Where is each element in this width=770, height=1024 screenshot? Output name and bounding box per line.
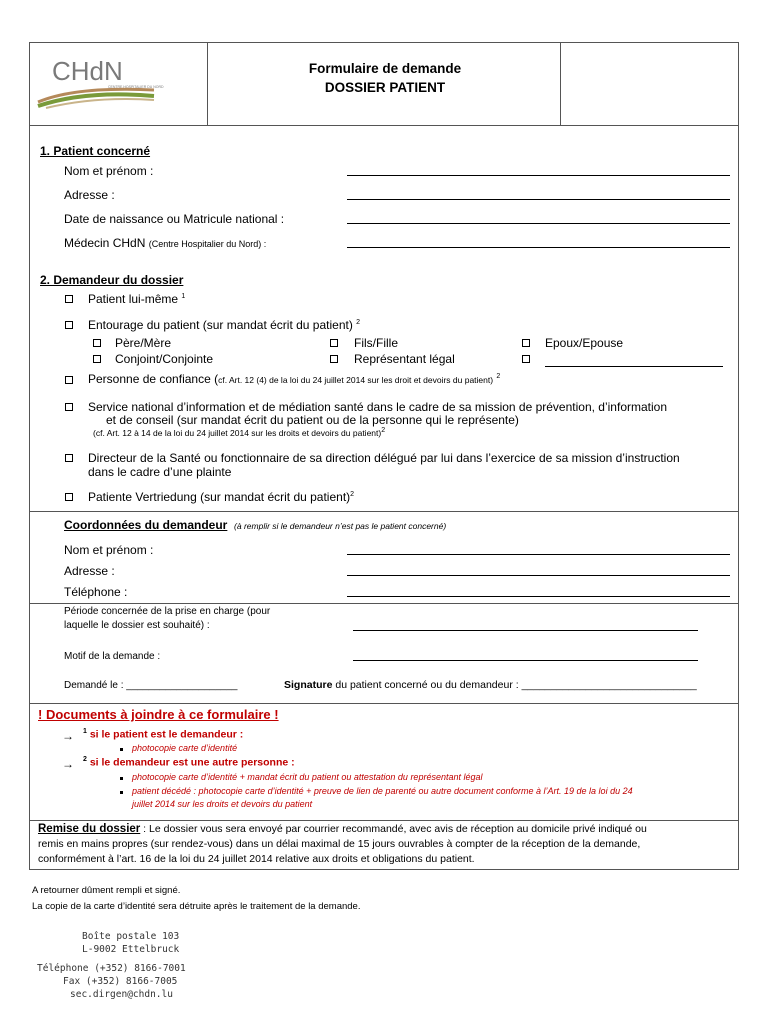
- checkbox-directeur[interactable]: [65, 454, 73, 462]
- checkbox-epoux[interactable]: [522, 339, 530, 347]
- option-entourage: Entourage du patient (sur mandat écrit du patient) $^2$: [88, 318, 361, 332]
- checkbox-fils-fille[interactable]: [330, 339, 338, 347]
- option-service-line1: Service national d’information et de médiation santé dans le cadre de sa mission de prévention, d’information: [88, 400, 667, 414]
- motif-input[interactable]: [353, 660, 698, 661]
- option-fils-fille: Fils/Fille: [354, 336, 398, 350]
- remise-line3: conformément à l’art. 16 de la loi du 24 juillet 2014 relative aux droits et obligations du patient.: [38, 853, 475, 865]
- periode-bottom-line: [29, 703, 739, 704]
- footer-fax: Fax (+352) 8166-7005: [63, 976, 178, 987]
- coord-adresse-input[interactable]: [347, 575, 730, 576]
- checkbox-vertriedung[interactable]: [65, 493, 73, 501]
- field-nom-input[interactable]: [347, 175, 730, 176]
- checkbox-conjoint[interactable]: [93, 355, 101, 363]
- option-confiance: Personne de confiance (cf. Art. 12 (4) de la loi du 24 juillet 2014 sur les droit et devoirs du patient) $^2$: [88, 372, 501, 386]
- option-epoux: Epoux/Epouse: [545, 336, 624, 350]
- case2-item2-line1: patient décédé : photocopie carte d’identité + preuve de lien de parenté ou autre document conforme à l’Art. 19 de la loi du 24: [132, 786, 633, 796]
- field-naissance-input[interactable]: [347, 223, 730, 224]
- header-bottom-line: [29, 125, 739, 126]
- option-service-line2: et de conseil (sur mandat écrit du patient ou de la personne qui le représente): [106, 413, 519, 427]
- field-label-adresse: Adresse :: [64, 188, 115, 202]
- coordonnees-bottom-line: [29, 603, 739, 604]
- note-copie: La copie de la carte d’identité sera détruite après le traitement de la demande.: [32, 901, 361, 912]
- header-divider-left: [207, 42, 208, 125]
- field-autre-input[interactable]: [545, 366, 723, 367]
- arrow-icon: →: [62, 757, 74, 771]
- checkbox-representant[interactable]: [330, 355, 338, 363]
- logo-swoosh-icon: [36, 50, 164, 120]
- option-directeur-line1: Directeur de la Santé ou fonctionnaire de sa direction délégué par lui dans l’exercice de sa mission d’instruction: [88, 451, 680, 465]
- chdn-logo: [36, 50, 164, 120]
- option-representant: Représentant légal: [354, 352, 455, 366]
- footer-telephone: Téléphone (+352) 8166-7001: [37, 963, 186, 974]
- coord-label-telephone: Téléphone :: [64, 585, 128, 599]
- form-subtitle: DOSSIER PATIENT: [324, 80, 446, 95]
- option-pere-mere: Père/Mère: [115, 336, 172, 350]
- remise-line1: Remise du dossier : Le dossier vous sera envoyé par courrier recommandé, avec avis de réception au domicile privé indiqué ou: [38, 823, 647, 835]
- section2-heading: 2. Demandeur du dossier: [40, 273, 184, 287]
- coordonnees-heading: Coordonnées du demandeur (à remplir si le demandeur n’est pas le patient concerné): [64, 518, 447, 532]
- arrow-icon: →: [62, 729, 74, 743]
- checkbox-entourage[interactable]: [65, 321, 73, 329]
- coord-telephone-input[interactable]: [347, 596, 730, 597]
- signature-field[interactable]: Signature du patient concerné ou du demandeur : ______________________________: [284, 679, 697, 691]
- checkbox-lui-meme[interactable]: [65, 295, 73, 303]
- periode-label-line1: Période concernée de la prise en charge (pour: [64, 606, 271, 617]
- note-retourner: A retourner dûment rempli et signé.: [32, 885, 181, 896]
- option-vertriedung: Patiente Vertriedung (sur mandat écrit du patient)$^2$: [88, 490, 355, 504]
- checkbox-confiance[interactable]: [65, 376, 73, 384]
- option-conjoint: Conjoint/Conjointe: [115, 352, 214, 366]
- field-medecin-input[interactable]: [347, 247, 730, 248]
- field-adresse-input[interactable]: [347, 199, 730, 200]
- case1-label: $^1$ si le patient est le demandeur :: [83, 728, 244, 741]
- periode-input[interactable]: [353, 630, 698, 631]
- case2-label: $^2$ si le demandeur est une autre personne :: [83, 756, 295, 769]
- motif-label: Motif de la demande :: [64, 651, 161, 662]
- option-directeur-line2: dans le cadre d’une plainte: [88, 465, 232, 479]
- form-title: Formulaire de demande: [308, 61, 462, 76]
- option-lui-meme: Patient lui-même $^1$: [88, 292, 186, 306]
- remise-line2: remis en mains propres (sur rendez-vous) dans un délai maximal de 15 jours ouvrables à compter de la réception de la demande,: [38, 838, 641, 850]
- case2-item2-line2: juillet 2014 sur les droits et devoirs du patient: [132, 799, 313, 809]
- checkbox-service-national[interactable]: [65, 403, 73, 411]
- bullet-icon: [120, 777, 123, 780]
- field-label-naissance: Date de naissance ou Matricule national :: [64, 212, 285, 226]
- periode-label-line2: laquelle le dossier est souhaité) :: [64, 620, 210, 631]
- bullet-icon: [120, 748, 123, 751]
- coord-label-adresse: Adresse :: [64, 564, 115, 578]
- bullet-icon: [120, 791, 123, 794]
- documents-heading: ! Documents à joindre à ce formulaire !: [38, 707, 279, 722]
- footer-address: L-9002 Ettelbruck: [82, 944, 180, 955]
- svg-text:CENTRE HOSPITALIER DU NORD: CENTRE HOSPITALIER DU NORD: [108, 85, 164, 89]
- field-label-medecin: Médecin CHdN (Centre Hospitalier du Nord) :: [64, 236, 267, 250]
- footer-email[interactable]: sec.dirgen@chdn.lu: [70, 989, 173, 1000]
- checkbox-pere-mere[interactable]: [93, 339, 101, 347]
- section2-bottom-line: [29, 511, 739, 512]
- coord-nom-input[interactable]: [347, 554, 730, 555]
- case2-item1: photocopie carte d’identité + mandat écrit du patient ou attestation du représentant légal: [132, 772, 483, 782]
- option-service-note: (cf. Art. 12 à 14 de la loi du 24 juillet 2014 sur les droits et devoirs du patient)$^2$: [93, 427, 386, 438]
- demande-le-field[interactable]: Demandé le : ____________________: [64, 680, 238, 691]
- header-divider-right: [560, 42, 561, 125]
- coord-label-nom: Nom et prénom :: [64, 543, 154, 557]
- checkbox-autre[interactable]: [522, 355, 530, 363]
- case1-item: photocopie carte d’identité: [132, 743, 238, 753]
- section1-heading: 1. Patient concerné: [40, 144, 151, 158]
- field-label-nom: Nom et prénom :: [64, 164, 154, 178]
- documents-bottom-line: [29, 820, 739, 821]
- svg-text:CHdN: CHdN: [52, 56, 123, 86]
- footer-boite-postale: Boîte postale 103: [82, 931, 180, 942]
